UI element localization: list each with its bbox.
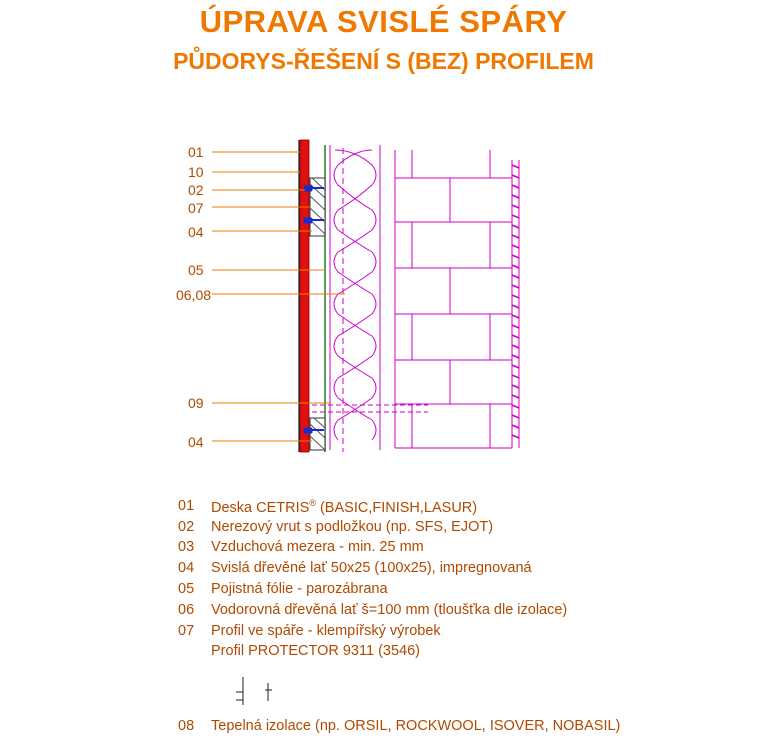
callout-label: 04 xyxy=(188,224,204,240)
drawing-title: ÚPRAVA SVISLÉ SPÁRY xyxy=(199,4,568,39)
masonry-wall xyxy=(395,150,519,448)
callout-label: 10 xyxy=(188,164,204,180)
profile-symbol-icon xyxy=(236,677,272,705)
batten-bottom xyxy=(310,418,325,450)
callout-label: 04 xyxy=(188,434,204,450)
thermal-insulation xyxy=(330,145,380,452)
callout-label: 09 xyxy=(188,395,204,411)
callout-label: 05 xyxy=(188,262,204,278)
callout-labels xyxy=(176,144,211,450)
drawing-subtitle: PŮDORYS-ŘEŠENÍ S (BEZ) PROFILEM xyxy=(173,48,594,74)
callout-label: 06,08 xyxy=(176,287,212,303)
horizontal-profile xyxy=(312,405,428,412)
callout-label: 02 xyxy=(188,182,204,198)
callout-label: 07 xyxy=(188,200,204,216)
callout-label: 01 xyxy=(188,144,204,160)
